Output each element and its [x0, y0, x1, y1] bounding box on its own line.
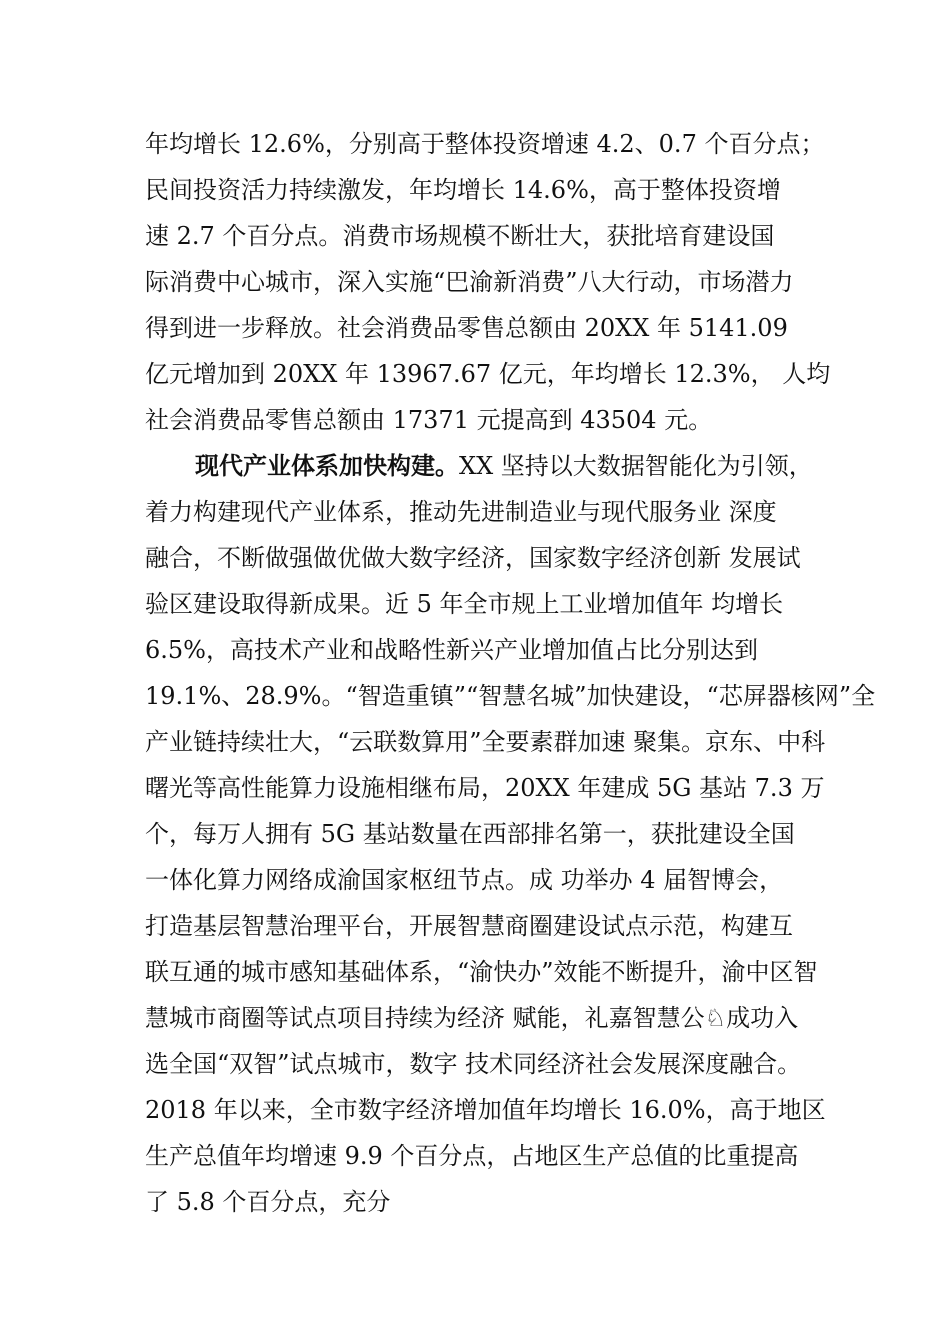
- text-line: 一体化算力网络成渝国家枢纽节点。成 功举办 4 届智博会，: [145, 866, 784, 894]
- text-line: 慧城市商圈等试点项目持续为经济 赋能，礼嘉智慧公♘成功入: [145, 1004, 799, 1032]
- text-line: 6.5%，高技术产业和战略性新兴产业增加值占比分别达到: [145, 636, 758, 664]
- text-line: 曙光等高性能算力设施相继布局，20XX 年建成 5G 基站 7.3 万: [145, 774, 825, 802]
- text-line: 得到进一步释放。社会消费品零售总额由 20XX 年 5141.09: [145, 314, 788, 342]
- text-line: 年均增长 12.6%，分别高于整体投资增速 4.2、0.7 个百分点；: [145, 130, 825, 158]
- text-line: 2018 年以来，全市数字经济增加值年均增长 16.0%，高于地区: [145, 1096, 826, 1124]
- text-line: 亿元增加到 20XX 年 13967.67 亿元，年均增长 12.3%， 人均: [145, 360, 831, 388]
- text-line: 验区建设取得新成果。近 5 年全市规上工业增加值年 均增长: [145, 590, 784, 618]
- text-line: 际消费中心城市，深入实施“巴渝新消费”八大行动，市场潜力: [145, 268, 794, 296]
- text-line: 融合，不断做强做优做大数字经济，国家数字经济创新 发展试: [145, 544, 801, 572]
- text-line: 联互通的城市感知基础体系，“渝快办”效能不断提升，渝中区智: [145, 958, 818, 986]
- section-heading-continuation: XX 坚持以大数据智能化为引领，: [459, 452, 813, 480]
- text-line: 打造基层智慧治理平台，开展智慧商圈建设试点示范，构建互: [145, 912, 793, 940]
- text-line: 19.1%、28.9%。“智造重镇”“智慧名城”加快建设，“芯屏器核网”全: [145, 682, 876, 710]
- section-heading-line: [195, 446, 813, 486]
- text-line: 生产总值年均增速 9.9 个百分点，占地区生产总值的比重提高: [145, 1142, 799, 1170]
- text-line: 社会消费品零售总额由 17371 元提高到 43504 元。: [145, 406, 713, 434]
- text-line: 速 2.7 个百分点。消费市场规模不断壮大，获批培育建设国: [145, 222, 775, 250]
- section-heading: 现代产业体系加快构建。: [195, 451, 459, 480]
- text-line: 产业链持续壮大，“云联数算用”全要素群加速 聚集。京东、中科: [145, 728, 826, 756]
- text-line: 民间投资活力持续激发，年均增长 14.6%，高于整体投资增: [145, 176, 781, 204]
- text-line: 着力构建现代产业体系，推动先进制造业与现代服务业 深度: [145, 498, 777, 526]
- text-line: 个，每万人拥有 5G 基站数量在西部排名第一，获批建设全国: [145, 820, 795, 848]
- text-line: 选全国“双智”试点城市，数字 技术同经济社会发展深度融合。: [145, 1050, 802, 1078]
- text-line: 了 5.8 个百分点，充分: [145, 1188, 391, 1216]
